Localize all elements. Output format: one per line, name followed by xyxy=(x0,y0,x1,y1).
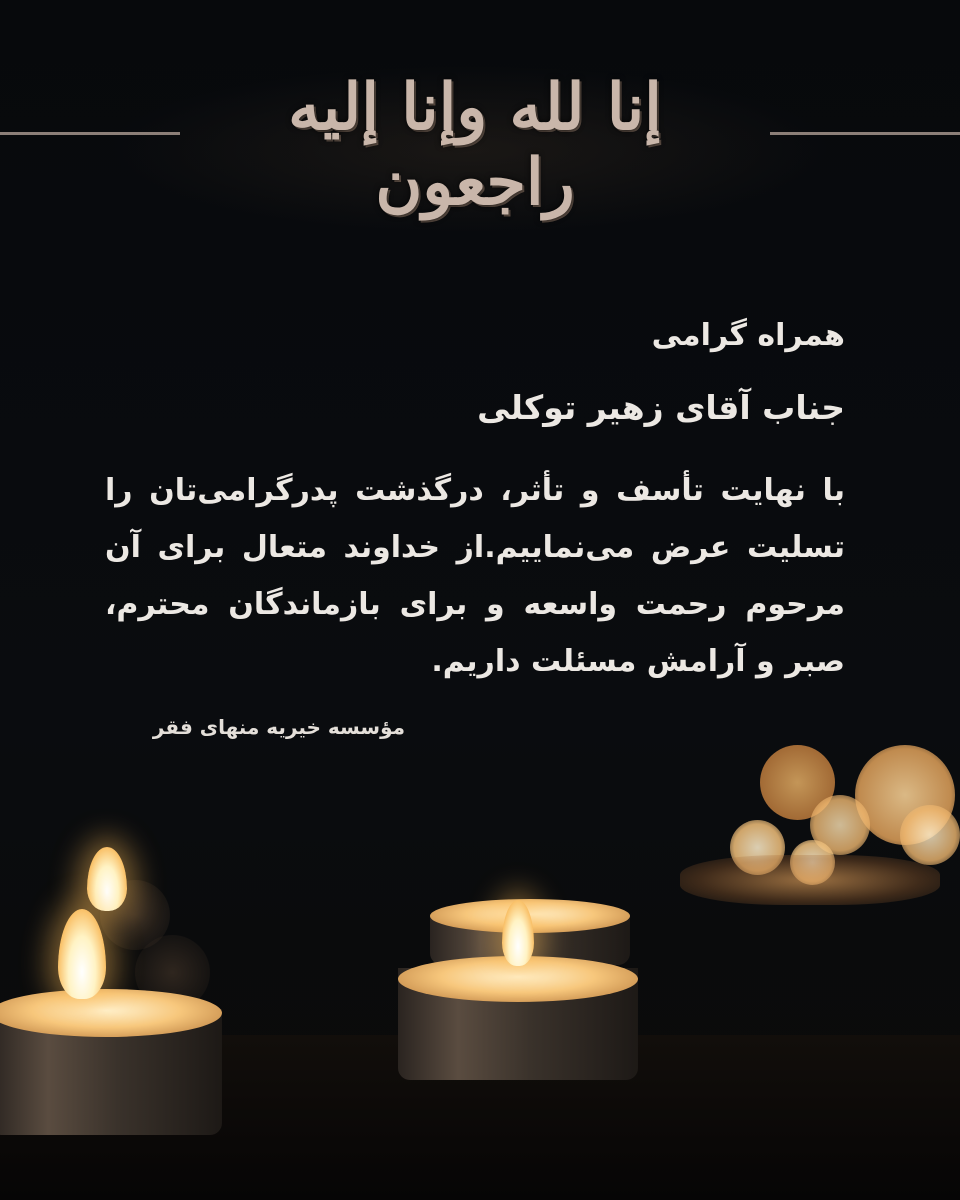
candle-icon xyxy=(398,950,638,1080)
flame-icon xyxy=(58,909,106,999)
condolence-message: با نهایت تأسف و تأثر، درگذشت پدرگرامی‌تان را تسلیت عرض می‌نماییم.از خداوند متعال برای آن مرحوم رحمت واسعه و برای بازماندگان محترم، صبر و آرامش مسئلت داریم. xyxy=(105,473,845,679)
flame-icon xyxy=(87,847,127,911)
signature: مؤسسه خیریه منهای فقر xyxy=(152,715,405,739)
candle-icon xyxy=(0,985,222,1135)
calligraphy-banner: إنا لله وإنا إليه راجعون xyxy=(288,70,662,220)
salutation: همراه گرامی xyxy=(651,318,845,353)
recipient-name: جناب آقای زهیر توکلی xyxy=(477,388,845,427)
bokeh-light xyxy=(900,805,960,865)
divider-right xyxy=(770,132,960,135)
bokeh-light xyxy=(680,855,940,905)
divider-left xyxy=(0,132,180,135)
